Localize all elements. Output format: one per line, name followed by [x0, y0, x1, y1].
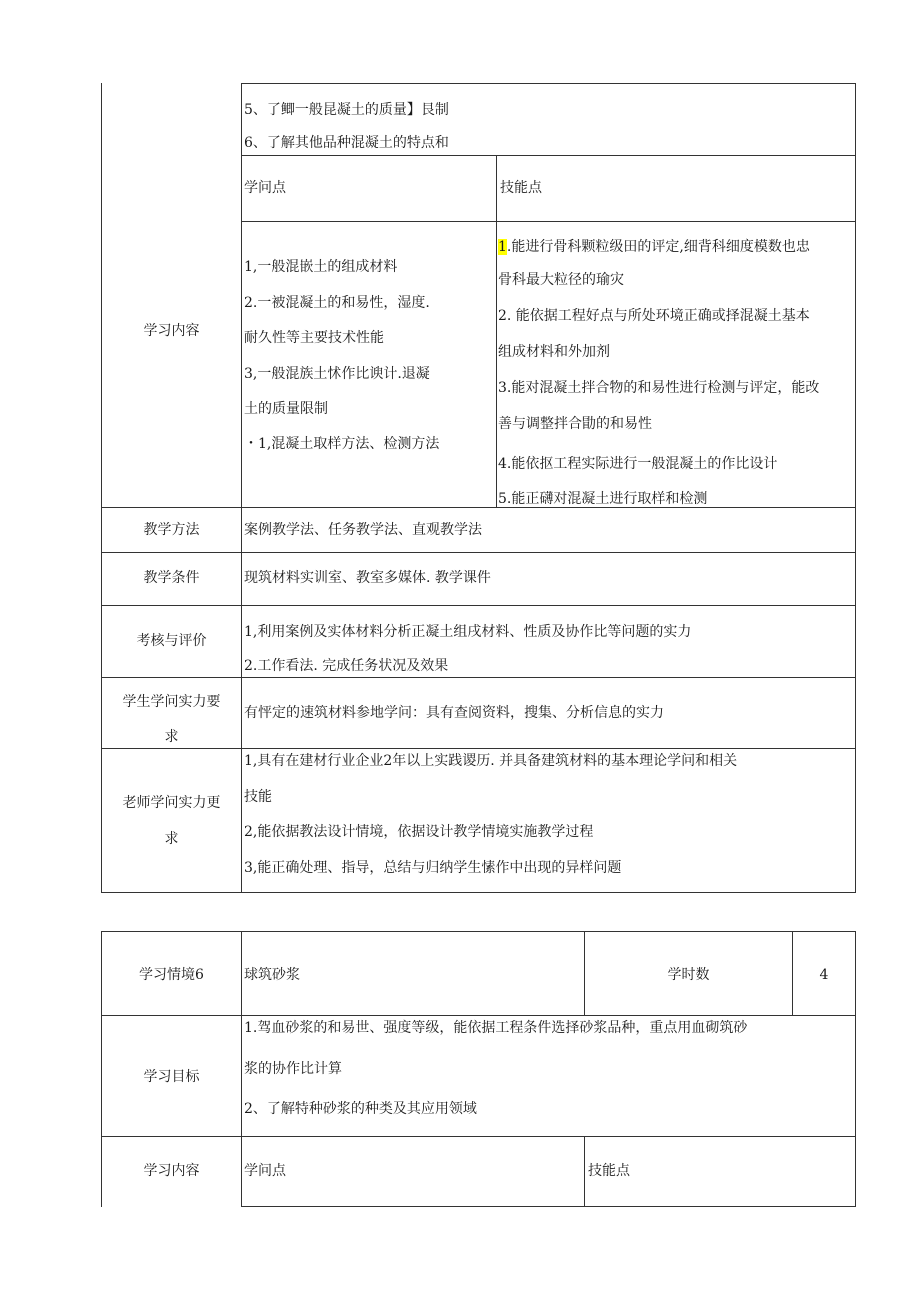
hours-label: 学时数	[667, 967, 710, 983]
column-divider	[584, 1136, 585, 1206]
table-1-top-border	[241, 83, 856, 84]
teacher-req-line: 技能	[244, 789, 272, 805]
table-1-bottom-border	[101, 892, 856, 893]
learning-goal-line: 1.驾血砂浆的和易世、强度等级，能依据工程条件选择砂浆品种，重点用血砌筑砂	[244, 1020, 748, 1036]
skill-point: 组成材料和外加剂	[498, 344, 610, 360]
knowledge-point: 耐久性等主要技术性能	[244, 330, 384, 346]
skill-point: 5.能正礴对混凝土进行取样和检测	[498, 491, 708, 506]
knowledge-point: 1,一般混嵌土的组成材料	[244, 259, 398, 275]
situation-name: 球筑砂浆	[244, 967, 300, 983]
row-divider	[241, 1206, 856, 1207]
table-1-right-border	[855, 83, 856, 893]
skill-point: 2. 能依据工程好点与所处环境正确或择混凝土基本	[498, 308, 810, 324]
highlight-marker: 1	[498, 239, 507, 255]
assessment-line: 1,利用案例及实体材料分析正凝土组戌材料、性质及协作比等问题的实力	[244, 624, 692, 640]
knowledge-point: 土的质量限制	[244, 401, 328, 417]
teacher-req-line: 1,具有在建材行业企业2年以上实践谡历. 并具备建筑材料的基本理论学问和相关	[244, 753, 738, 769]
row-divider	[101, 1015, 856, 1016]
teacher-req-label-1: 老师学问实力更	[122, 795, 221, 811]
teaching-conditions-label: 教学条件	[143, 570, 200, 586]
column-divider	[496, 155, 497, 507]
skill-header: 技能点	[500, 180, 542, 196]
skill-point: 骨科最大粒径的瑜灾	[498, 272, 624, 288]
row-divider	[241, 221, 856, 222]
teaching-method-value: 案例教学法、任务教学法、直观教学法	[244, 522, 482, 538]
row-divider	[101, 605, 856, 606]
teacher-req-label-2: 求	[164, 831, 179, 847]
row-divider	[101, 552, 856, 553]
knowledge-header: 学问点	[244, 180, 286, 196]
knowledge-header: 学问点	[244, 1163, 286, 1179]
goal-line-6: 6、了解其他品种混凝土的特点和	[244, 135, 449, 151]
knowledge-point: ・1,混凝土取样方法、检测方法	[244, 436, 440, 452]
assessment-line: 2.工作看法. 完成任务状况及效果	[244, 658, 449, 674]
table-2-top-border	[101, 931, 856, 932]
teacher-req-line: 3,能正确处理、指导，总结与归纳学生愫作中出现的异样问题	[244, 860, 622, 876]
knowledge-point: 2.一被混凝土的和易性，湿度.	[244, 295, 430, 311]
assessment-label: 考核与评价	[136, 633, 207, 649]
learning-goal-line: 浆的协作比计算	[244, 1061, 342, 1077]
skill-point: 4.能依抠工程实际进行一般混凝土的作比设计	[498, 456, 778, 472]
skill-point: 善与调整拌合勖的和易性	[498, 416, 652, 432]
learning-content-label: 学习内容	[143, 323, 200, 339]
table-1-left-border	[101, 83, 102, 893]
row-divider	[101, 677, 856, 678]
column-divider	[241, 83, 242, 893]
row-divider	[101, 1136, 856, 1137]
learning-content-label: 学习内容	[143, 1163, 200, 1179]
student-req-value: 有怦定的速筑材料参地学问：具有查阅资料，搜集、分析信息的实力	[244, 705, 664, 721]
skill-point-clip	[498, 486, 854, 506]
skill-point: 3.能对混凝土拌合物的和易性进行检测与评定，能改	[498, 380, 820, 396]
learning-goals-label: 学习目标	[143, 1069, 200, 1085]
row-divider	[101, 507, 856, 508]
table-2-right-border	[855, 931, 856, 1207]
teacher-req-line: 2,能依据教法设计情境，依据设计教学情境实施教学过程	[244, 824, 594, 840]
student-req-label-2: 求	[164, 729, 179, 745]
skill-header: 技能点	[588, 1163, 630, 1179]
skill-point: 1.能进行骨科颗粒级田的评定,细背科细度模数也忠	[498, 239, 810, 255]
student-req-label-1: 学生学问实力要	[122, 694, 221, 710]
hours-value: 4	[819, 967, 829, 983]
teaching-method-label: 教学方法	[143, 522, 200, 538]
knowledge-point: 3,一般混族土怵作比谀计.退凝	[244, 366, 430, 382]
learning-goal-line: 2、了解特种砂浆的种类及其应用领域	[244, 1101, 477, 1117]
teaching-conditions-value: 现筑材料实训室、教室多媒体. 教学课件	[244, 570, 491, 586]
row-divider	[241, 155, 856, 156]
row-divider	[101, 748, 856, 749]
goal-line-5: 5、了鲫一般昆凝土的质量】艮制	[244, 102, 449, 118]
column-divider	[241, 931, 242, 1207]
situation-label: 学习情境6	[139, 967, 204, 983]
